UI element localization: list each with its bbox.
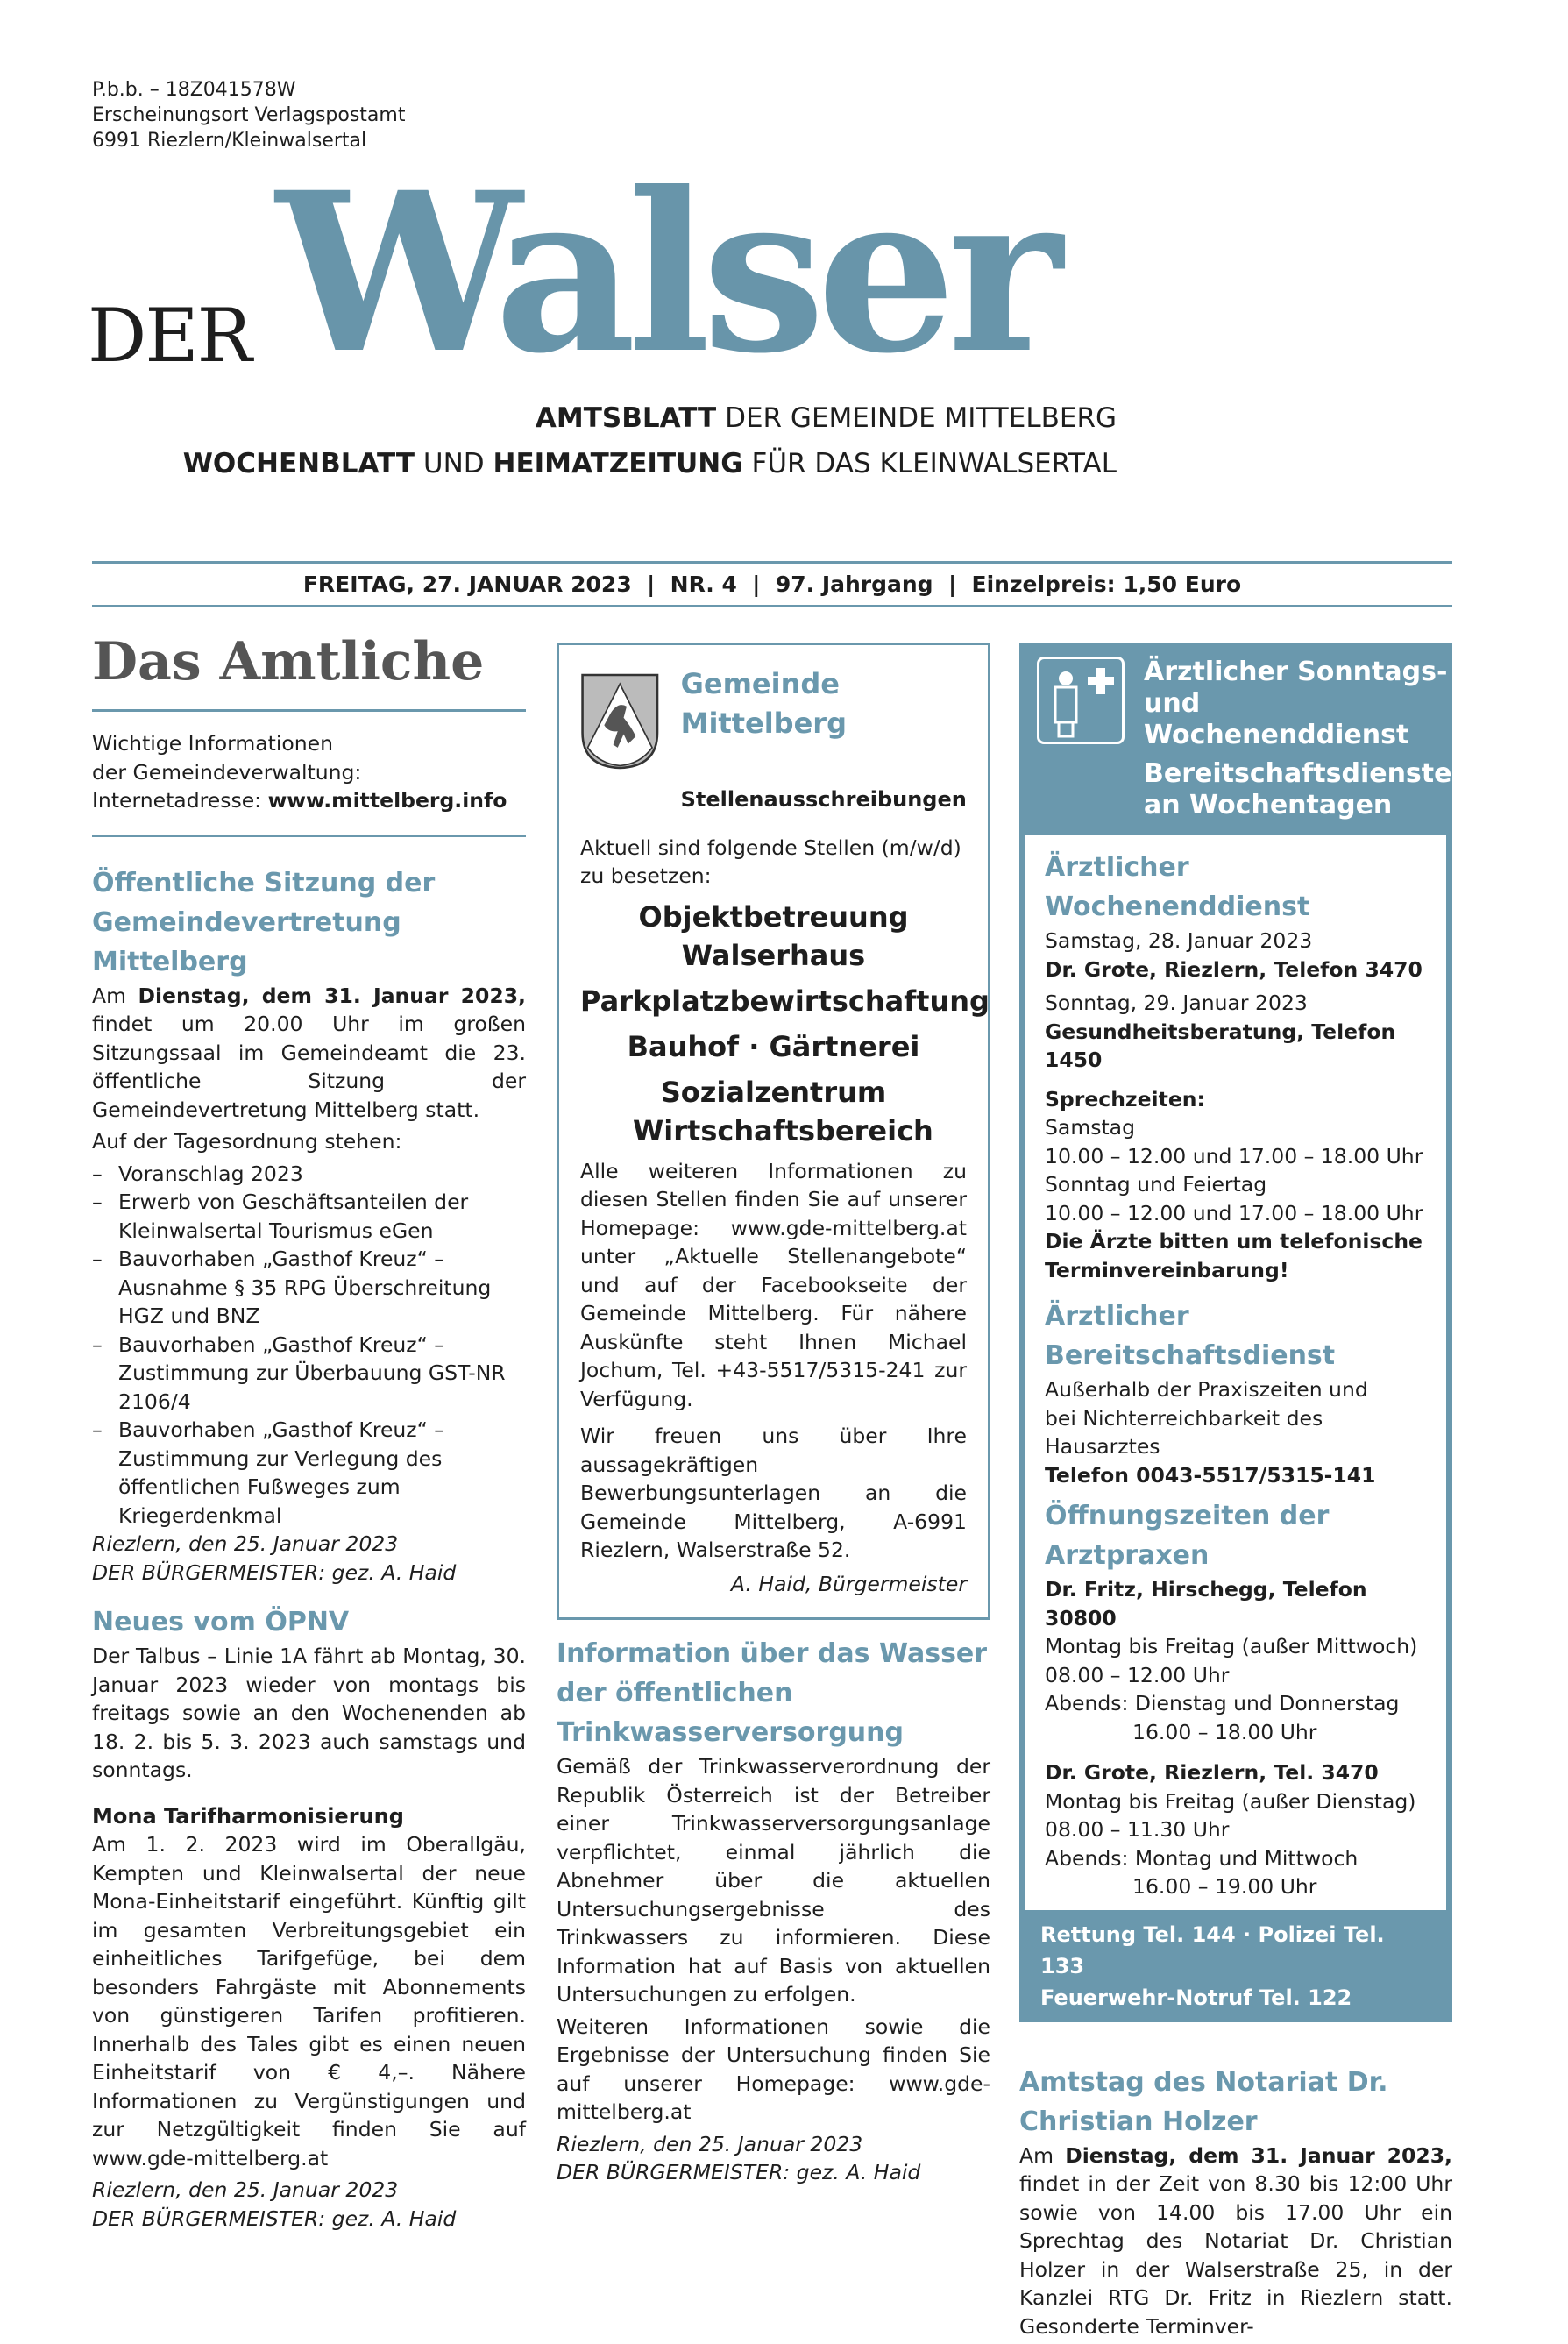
text-line: 16.00 – 19.00 Uhr: [1132, 1874, 1317, 1899]
imprint-line: Erscheinungsort Verlagspostamt: [92, 104, 406, 126]
text: findet um 20.00 Uhr im großen Sitzungssaal im Gemeindeamt die 23. öffentliche Sitzung der Gemeindevertretung Mittelberg statt.: [92, 1012, 526, 1122]
info-block: [92, 712, 526, 835]
section-heading: Das Amtliche: [92, 627, 526, 712]
subtitle-bold: AMTSBLATT: [535, 402, 717, 434]
article-subtitle: Mona Tarifharmonisierung: [92, 1803, 404, 1829]
agenda-item: – Erwerb von Geschäftsanteilen der Kleinwalsertal Tourismus eGen: [92, 1188, 526, 1245]
emergency-numbers: [1019, 1910, 1452, 2022]
article-paragraph: [1019, 2142, 1452, 2341]
doctor-line: Dr. Fritz, Hirschegg, Telefon 30800: [1045, 1577, 1367, 1630]
signature: A. Haid, Bürgermeister: [730, 1571, 967, 1596]
doctor-line: Gesundheitsberatung, Telefon 1450: [1045, 1019, 1396, 1072]
info-line: der Gemeindeverwaltung:: [92, 759, 362, 785]
section-title: Ärztlicher Bereitschaftsdienst: [1045, 1301, 1336, 1371]
doctor-line: Dr. Grote, Riezlern, Tel. 3470: [1045, 1760, 1379, 1785]
doctor-icon: [1037, 657, 1125, 744]
box-paragraph: Wir freuen uns über Ihre aussagekräftigen Bewerbungsunterlagen an die Gemeinde Mittelberg, A-6991 Riezlern, Walserstraße 52.: [580, 1424, 967, 1562]
text-line: 08.00 – 12.00 Uhr: [1045, 1662, 1230, 1687]
imprint-line: 6991 Riezlern/Kleinwalsertal: [92, 130, 367, 152]
agenda-list: [92, 1160, 526, 1531]
subtitle-2: [183, 447, 1117, 480]
box-subtitle: Stellenausschreibungen: [680, 787, 967, 812]
section-title: Öffnungszeiten der Arztpraxen: [1045, 1501, 1330, 1571]
info-line: [92, 786, 526, 815]
hours-day: Samstag: [1045, 1115, 1135, 1140]
section-title: Ärztlicher Wochenenddienst: [1045, 852, 1310, 922]
text-bold: Dienstag, dem 31. Januar 2023,: [138, 983, 526, 1008]
divider: [92, 605, 1452, 607]
masthead-title: Walser: [276, 144, 1054, 401]
emergency-line: Feuerwehr-Notruf Tel. 122: [1040, 1985, 1352, 2010]
divider: [92, 561, 1452, 564]
article-paragraph: Am 1. 2. 2023 wird im Oberallgäu, Kempten und Kleinwalsertal der neue Mona-Einheitstarif eingeführt. Künftig gilt im gesamten Verbreitungsgebiet ein einheitliches Tarifgefüge, bei dem besonders Fahrgäste mit Abonnements von günstigeren Tarifen profitieren. Innerhalb des Tales gibt es einen neuen Einheitstarif von € 4,–. Nähere Informationen zu Vergünstigungen und zur Netzgültigkeit finden Sie auf www.gde-mittelberg.at: [92, 1832, 526, 2170]
hours-time: 10.00 – 12.00 und 17.00 – 18.00 Uhr: [1045, 1200, 1423, 1225]
article-title: Information über das Wasser der öffentlichen Trinkwasserversorgung: [557, 1638, 988, 1748]
middle-column: [557, 627, 990, 2187]
article-paragraph: Auf der Tagesordnung stehen:: [92, 1129, 402, 1154]
subtitle-1: [536, 401, 1117, 435]
text-line: Montag bis Freitag (außer Mittwoch): [1045, 1634, 1418, 1659]
intro: Aktuell sind folgende Stellen (m/w/d) zu besetzen:: [580, 835, 961, 888]
subtitle-text: FÜR DAS KLEINWALSERTAL: [742, 448, 1117, 479]
masthead-der: DER: [88, 293, 251, 379]
text-line: Abends: Dienstag und Donnerstag: [1045, 1691, 1400, 1715]
phone-line: Telefon 0043-5517/5315-141: [1045, 1462, 1376, 1488]
signature: Riezlern, den 25. Januar 2023: [92, 1531, 399, 1556]
imprint: [92, 77, 405, 153]
article-paragraph: Der Talbus – Linie 1A fährt ab Montag, 30. Januar 2023 wieder von montags bis freitags sowie an den Wochenenden ab 18. 2. bis 5. 3. 2023 auch samstags und sonntags.: [92, 1644, 526, 1782]
text-line: 08.00 – 11.30 Uhr: [1045, 1817, 1230, 1842]
agenda-item: – Bauvorhaben „Gasthof Kreuz“ – Zustimmung zur Überbauung GST-NR 2106/4: [92, 1331, 526, 1417]
text-line: Abends: Montag und Mittwoch: [1045, 1845, 1359, 1871]
article-paragraph: Gemäß der Trinkwasserverordnung der Republik Österreich ist der Betreiber einer Trinkwasserversorgungsanlage verpflichtet, einmal jährlich die Abnehmer über die aktuellen Untersuchungsergebnisse des Trinkwassers zu informieren. Diese Information hat auf Basis von aktuellen Untersuchungen zu erfolgen.: [557, 1754, 990, 2007]
medical-service-box: [1019, 643, 1452, 2022]
box-header: [580, 664, 967, 814]
text: Am: [92, 983, 138, 1008]
article-paragraph: Weiteren Informationen sowie die Ergebnisse der Untersuchung finden Sie auf unserer Homepage: www.gde-mittelberg.at: [557, 2014, 990, 2124]
job-title: Parkplatzbewirtschaftung: [580, 984, 990, 1018]
divider: [92, 835, 526, 837]
doctor-line: Dr. Grote, Riezlern, Telefon 3470: [1045, 956, 1423, 982]
right-column: [1019, 627, 1452, 2344]
agenda-item: – Bauvorhaben „Gasthof Kreuz“ – Zustimmung zur Verlegung des öffentlichen Fußweges zum Kriegerdenkmal: [92, 1416, 526, 1530]
subtitle-bold: WOCHENBLATT: [182, 448, 415, 479]
hours-label: Sprechzeiten:: [1045, 1086, 1205, 1112]
date-line: Samstag, 28. Januar 2023: [1045, 928, 1313, 953]
box-heading: [681, 664, 967, 814]
article-title: Öffentliche Sitzung der Gemeindevertretung Mittelberg: [92, 867, 436, 977]
signature: DER BÜRGERMEISTER: gez. A. Haid: [92, 2205, 457, 2231]
info-label: Internetadresse:: [92, 788, 268, 813]
article-title: Neues vom ÖPNV: [92, 1607, 350, 1637]
subtitle-text: UND: [415, 448, 493, 479]
website-link[interactable]: www.mittelberg.info: [267, 788, 507, 813]
note: Die Ärzte bitten um telefonische Terminvereinbarung!: [1045, 1229, 1423, 1282]
hours-day: Sonntag und Feiertag: [1045, 1172, 1267, 1197]
signature: Riezlern, den 25. Januar 2023: [557, 2131, 863, 2156]
coat-of-arms-icon: [580, 664, 660, 778]
subtitle-text: DER GEMEINDE MITTELBERG: [716, 402, 1117, 434]
article-paragraph: [92, 982, 526, 1125]
text-bold: Dienstag, dem 31. Januar 2023,: [1065, 2142, 1452, 2168]
job-listing-box: [557, 643, 990, 1620]
article-title: Amtstag des Notariat Dr. Christian Holzer: [1019, 2066, 1388, 2137]
box-header: [1019, 643, 1452, 835]
job-title: Objektbetreuung Walserhaus: [638, 899, 909, 972]
box-content: [1023, 835, 1449, 1910]
text-line: bei Nichterreichbarkeit des Hausarztes: [1045, 1405, 1323, 1459]
hours-time: 10.00 – 12.00 und 17.00 – 18.00 Uhr: [1045, 1143, 1423, 1168]
signature: DER BÜRGERMEISTER: gez. A. Haid: [557, 2160, 921, 2184]
agenda-item: – Voranschlag 2023: [92, 1160, 526, 1189]
box-title: Bereitschaftsdienste an Wochentagen: [1144, 758, 1452, 820]
job-title: Sozialzentrum Wirtschaftsbereich: [633, 1075, 933, 1147]
box-titles: [1144, 657, 1451, 821]
text: Am: [1019, 2142, 1066, 2168]
dateline: FREITAG, 27. JANUAR 2023 | NR. 4 | 97. Jahrgang | Einzelpreis: 1,50 Euro: [302, 572, 1242, 597]
text-line: Außerhalb der Praxiszeiten und: [1045, 1377, 1368, 1402]
subtitle-bold: HEIMATZEITUNG: [493, 448, 743, 479]
box-paragraph: Alle weiteren Informationen zu diesen Stellen finden Sie auf unserer Homepage: www.gde-mittelberg.at unter „Aktuelle Stellenangebote“ und auf der Facebookseite der Gemeinde Mittelberg. Für nähere Auskünfte steht Ihnen Michael Jochum, Tel. +43-5517/5315-241 zur Verfügung.: [580, 1158, 967, 1411]
job-title: Bauhof · Gärtnerei: [627, 1029, 920, 1063]
emergency-line: Rettung Tel. 144 · Polizei Tel. 133: [1040, 1921, 1385, 1978]
signature: Riezlern, den 25. Januar 2023: [92, 2177, 399, 2202]
text-line: 16.00 – 18.00 Uhr: [1132, 1719, 1317, 1744]
box-title: Gemeinde Mittelberg: [680, 667, 847, 740]
text-line: Montag bis Freitag (außer Dienstag): [1045, 1788, 1416, 1814]
text: findet in der Zeit von 8.30 bis 12:00 Uhr sowie von 14.00 bis 17.00 Uhr ein Sprechtag des Notariat Dr. Christian Holzer in der Walserstraße 25, in der Kanzlei RTG Dr. Fritz in Riezlern statt. Gesonderte Terminver-: [1019, 2171, 1452, 2339]
info-line: Wichtige Informationen: [92, 731, 334, 756]
agenda-item: – Bauvorhaben „Gasthof Kreuz“ – Ausnahme § 35 RPG Überschreitung HGZ und BNZ: [92, 1245, 526, 1331]
signature: DER BÜRGERMEISTER: gez. A. Haid: [92, 1559, 457, 1585]
imprint-line: P.b.b. – 18Z041578W: [92, 79, 296, 101]
date-line: Sonntag, 29. Januar 2023: [1045, 991, 1308, 1015]
left-column: [92, 627, 526, 2233]
box-title: Ärztlicher Sonntags- und Wochenenddienst: [1144, 657, 1448, 750]
